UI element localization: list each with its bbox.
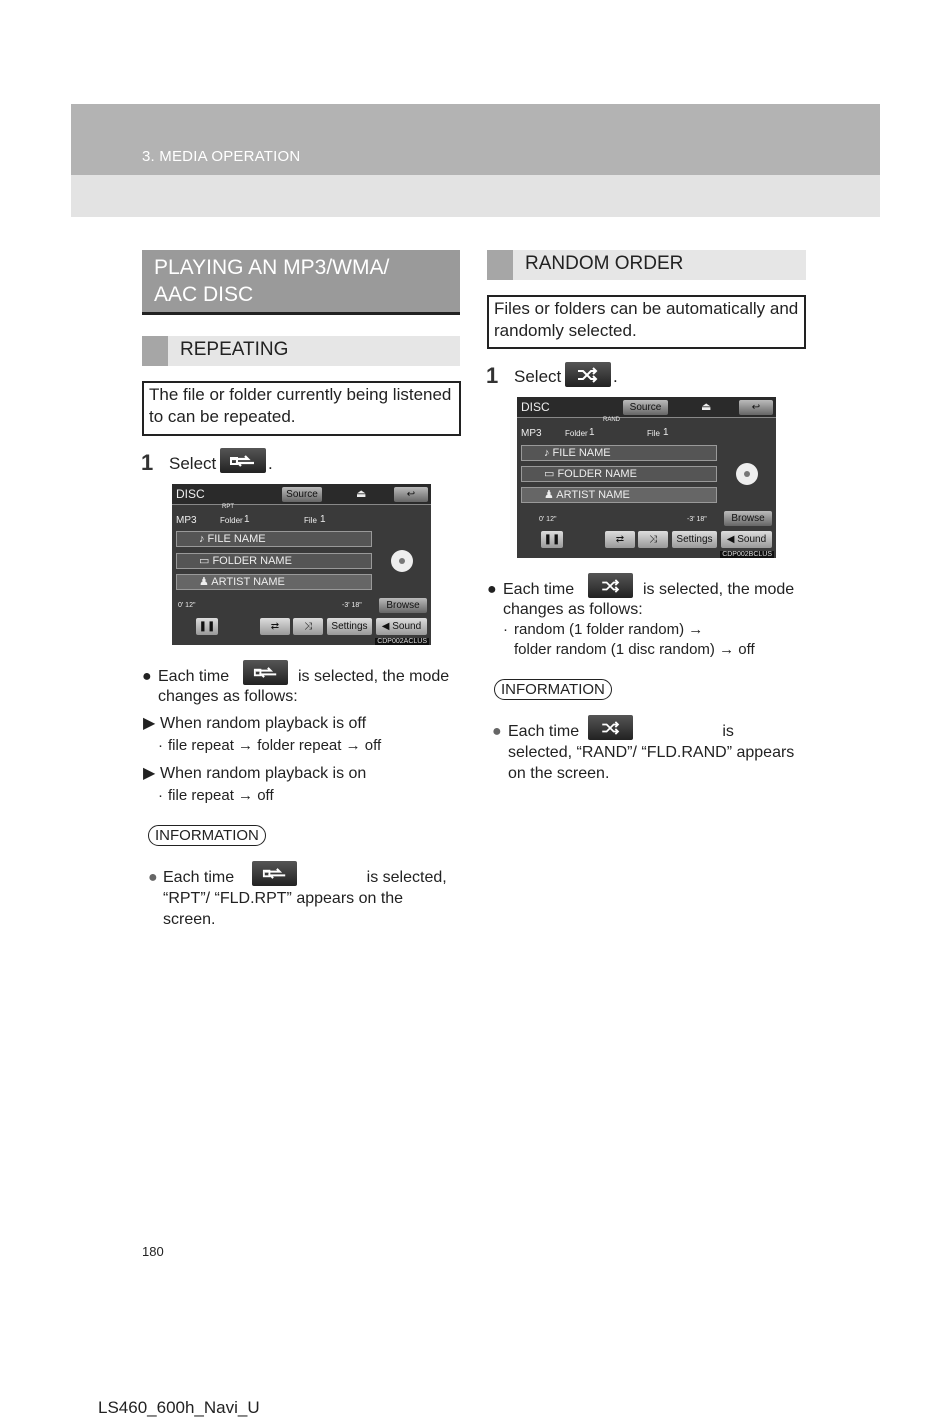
screen-rand-indicator: RAND bbox=[603, 417, 621, 423]
info-dot: ● bbox=[148, 869, 158, 886]
screen-folder-label: Folder bbox=[565, 429, 588, 438]
bullet1-text-cont: changes as follows: bbox=[503, 601, 643, 618]
screen-time-remaining: -3' 18" bbox=[687, 516, 707, 523]
screen-file-number: 1 bbox=[663, 427, 669, 438]
screen-folder-number: 1 bbox=[244, 514, 250, 525]
info-text-a: Each time bbox=[163, 869, 235, 886]
screen-file-number: 1 bbox=[320, 514, 326, 525]
page-title-line1: PLAYING AN MP3/WMA/ bbox=[154, 256, 390, 279]
screen-time-elapsed: 0' 12" bbox=[539, 516, 557, 523]
screen-code-tag: CDP002BCLUS bbox=[722, 551, 772, 558]
page-number: 180 bbox=[142, 1244, 164, 1259]
information-label: INFORMATION bbox=[494, 679, 612, 700]
screen-file-label: File bbox=[304, 516, 317, 525]
case1-heading: When random playback is off bbox=[160, 715, 367, 732]
screen-source-button[interactable]: Source bbox=[623, 400, 668, 415]
case1-marker: ▶ bbox=[143, 715, 156, 732]
case2-marker: ▶ bbox=[143, 765, 156, 782]
repeat-button[interactable] bbox=[220, 448, 266, 473]
screen-sound-button[interactable]: ◀ Sound bbox=[376, 618, 427, 635]
shuffle-icon bbox=[600, 579, 622, 593]
screen-back-button[interactable]: ↩ bbox=[739, 400, 773, 415]
step-number: 1 bbox=[486, 363, 499, 388]
info-text-a: Each time bbox=[508, 723, 580, 740]
intro-box: Files or folders can be automatically and randomly selected. bbox=[487, 295, 806, 349]
screen-code-tag: CDP002ACLUS bbox=[377, 638, 427, 645]
screen-repeat-button[interactable]: ⇄ bbox=[260, 618, 290, 635]
screen-rpt-indicator: RPT bbox=[222, 504, 234, 510]
screen-folder-number: 1 bbox=[589, 427, 595, 438]
screen-file-label: File bbox=[647, 429, 660, 438]
screen-time-remaining: -3' 18" bbox=[342, 602, 362, 609]
shuffle-icon bbox=[576, 367, 600, 383]
screen-browse-button[interactable]: Browse bbox=[724, 511, 772, 526]
repeat-icon bbox=[229, 454, 257, 468]
step-period: . bbox=[613, 367, 618, 386]
screen-eject-icon[interactable]: ⏏ bbox=[356, 488, 367, 500]
bullet1-text-a: Each time bbox=[503, 581, 575, 598]
page-title-line2: AAC DISC bbox=[154, 283, 254, 306]
screen-pause-button[interactable]: ❚❚ bbox=[196, 618, 218, 635]
shuffle-button[interactable] bbox=[565, 362, 611, 387]
subhead-random-order bbox=[487, 250, 806, 280]
repeat-icon-inline bbox=[243, 660, 288, 685]
screen-pause-button[interactable]: ❚❚ bbox=[541, 531, 563, 548]
screen-repeat-button[interactable]: ⇄ bbox=[605, 531, 635, 548]
header-subband bbox=[71, 175, 880, 217]
screen-mode-label: MP3 bbox=[176, 515, 197, 526]
screen-shuffle-button[interactable]: ⤨ bbox=[293, 618, 323, 635]
disc-icon bbox=[736, 463, 758, 485]
screen-settings-button[interactable]: Settings bbox=[327, 618, 372, 635]
case1-dot: · bbox=[158, 737, 163, 754]
case2-heading: When random playback is on bbox=[160, 765, 367, 782]
bullet1-text-b-first: is selected, the mode bbox=[643, 581, 795, 598]
disc-icon bbox=[391, 550, 413, 572]
subhead-tab bbox=[487, 250, 513, 280]
section-label: 3. MEDIA OPERATION bbox=[142, 148, 301, 165]
screen-disc-label: DISC bbox=[176, 487, 205, 501]
bullet1-text-a: Each time bbox=[158, 668, 230, 685]
screen-mode-label: MP3 bbox=[521, 428, 542, 439]
step-text: Select bbox=[169, 454, 217, 473]
info-text-b: is selected, “RAND”/ “FLD.RAND” appears on the screen. bbox=[508, 723, 795, 782]
screen-row-artist: ♟ ARTIST NAME bbox=[521, 487, 717, 503]
disc-screen-repeat bbox=[172, 484, 431, 645]
step-number: 1 bbox=[141, 450, 154, 475]
bullet1-text-b-first: is selected, the mode bbox=[298, 668, 450, 685]
page-title bbox=[142, 250, 460, 315]
seq-line2: folder random (1 disc random) → off bbox=[514, 641, 755, 658]
seq-dot: · bbox=[503, 621, 508, 638]
screen-source-button[interactable]: Source bbox=[282, 487, 322, 502]
bullet1-text-cont: changes as follows: bbox=[158, 688, 298, 705]
seq-line1: random (1 folder random) → bbox=[514, 621, 704, 638]
disc-screen-random bbox=[517, 397, 776, 558]
bullet-dot: ● bbox=[142, 668, 152, 685]
screen-shuffle-button[interactable]: ⤨ bbox=[638, 531, 668, 548]
screen-row-file[interactable]: ♪ FILE NAME bbox=[176, 531, 372, 547]
screen-row-file[interactable]: ♪ FILE NAME bbox=[521, 445, 717, 461]
screen-disc-label: DISC bbox=[521, 400, 550, 414]
case2-dot: · bbox=[158, 787, 163, 804]
subhead-repeating bbox=[142, 336, 460, 366]
information-label: INFORMATION bbox=[148, 825, 266, 846]
screen-folder-label: Folder bbox=[220, 516, 243, 525]
subhead-label: REPEATING bbox=[180, 339, 289, 360]
step-period: . bbox=[268, 454, 273, 473]
repeat-icon bbox=[253, 666, 279, 679]
screen-eject-icon[interactable]: ⏏ bbox=[701, 401, 712, 413]
screen-time-elapsed: 0' 12" bbox=[178, 602, 196, 609]
subhead-tab bbox=[142, 336, 168, 366]
screen-browse-button[interactable]: Browse bbox=[379, 598, 427, 613]
bullet-dot: ● bbox=[487, 581, 497, 598]
intro-box: The file or folder currently being listened to can be repeated. bbox=[142, 381, 461, 436]
subhead-label: RANDOM ORDER bbox=[525, 253, 684, 274]
case1-sequence: file repeat → folder repeat → off bbox=[168, 737, 382, 754]
screen-row-artist: ♟ ARTIST NAME bbox=[176, 574, 372, 590]
screen-back-button[interactable]: ↩ bbox=[394, 487, 428, 502]
screen-row-folder[interactable]: ▭ FOLDER NAME bbox=[176, 553, 372, 569]
doc-code: LS460_600h_Navi_U bbox=[98, 1398, 260, 1417]
screen-row-folder[interactable]: ▭ FOLDER NAME bbox=[521, 466, 717, 482]
info-dot: ● bbox=[492, 723, 502, 740]
shuffle-icon-inline bbox=[588, 573, 633, 598]
screen-sound-button[interactable]: ◀ Sound bbox=[721, 531, 772, 548]
step-text: Select bbox=[514, 367, 562, 386]
info-text-b: is selected, “RPT”/ “FLD.RPT” appears on the screen. bbox=[163, 869, 447, 928]
case2-sequence: file repeat → off bbox=[168, 787, 274, 804]
screen-settings-button[interactable]: Settings bbox=[672, 531, 717, 548]
